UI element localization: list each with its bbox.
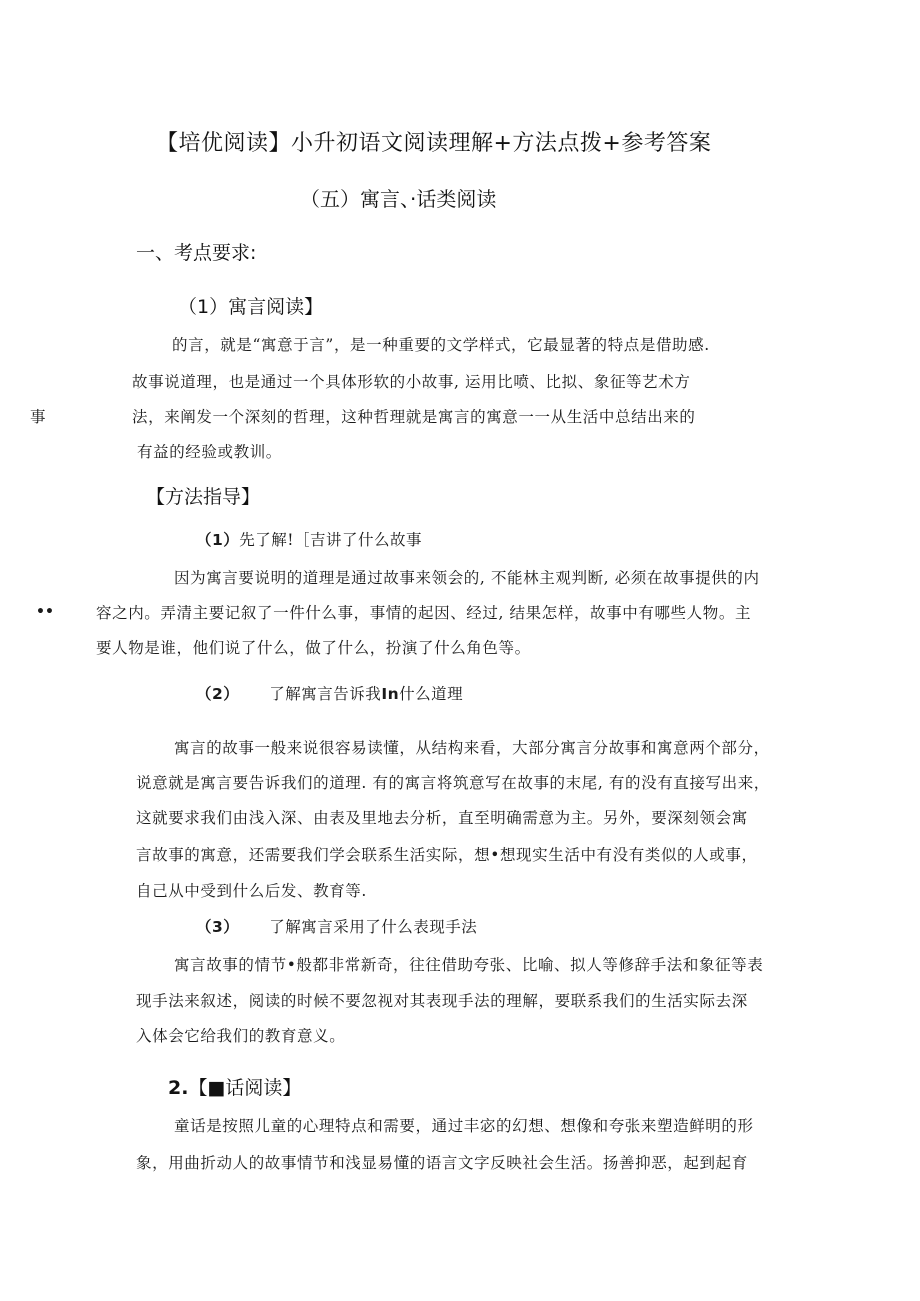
section-heading-method-guidance: 【方法指导】 bbox=[146, 486, 261, 508]
section-heading-requirements: 一、考点要求: bbox=[136, 242, 257, 264]
paragraph-line: 有益的经验或教训。 bbox=[137, 443, 282, 461]
paragraph-line: 要人物是谁，他们说了什么，做了什么，扮演了什么角色等。 bbox=[96, 639, 531, 657]
paragraph-line: 现手法来叙述，阅读的时候不要忽视对其表现手法的理解，要联系我们的生活实际去深 bbox=[136, 992, 748, 1010]
paragraph-line: 容之内。弄清主要记叙了一件什么事，事情的起因、经过, 结果怎样，故事中有哪些人物。主 bbox=[96, 604, 752, 622]
paragraph-line: 言故事的寓意，还需要我们学会联系生活实际，想•想现实生活中有没有类似的人或事， bbox=[136, 846, 758, 864]
paragraph-line: 说意就是寓言要告诉我们的道理. 有的寓言将筑意写在故事的末尾, 有的没有直接写出来， bbox=[136, 774, 770, 792]
paragraph-line: 寓言的故事一般来说很容易读懂，从结构来看，大部分寓言分故事和寓意两个部分， bbox=[174, 739, 770, 757]
method-item-number: （2） bbox=[196, 685, 240, 703]
paragraph-line: 童话是按照儿童的心理特点和需要，通过丰宓的幻想、想像和夸张来塑造鲜明的形 bbox=[174, 1117, 754, 1135]
paragraph-line: 象，用曲折动人的故事情节和浅显易懂的语言文字反映社会生活。扬善抑恶，起到起育 bbox=[136, 1154, 748, 1172]
section-heading-text: 【■话阅读】 bbox=[188, 1077, 302, 1099]
paragraph-line: 入体会它给我们的教育意义。 bbox=[136, 1027, 346, 1045]
paragraph-line: 法，来阐发一个深刻的哲理，这种哲理就是寓言的寓意一一从生活中总结出来的 bbox=[132, 408, 696, 426]
paragraph-line: 自己从中受到什么后发、教育等. bbox=[136, 882, 367, 900]
paragraph-line: 寓言故事的情节•般都非常新奇，往往借助夸张、比喻、拟人等修辞手法和象征等表 bbox=[174, 956, 764, 974]
section-heading-fairy-tale-reading bbox=[168, 1073, 301, 1100]
method-item-title bbox=[196, 682, 463, 704]
paragraph-line: 这就要求我们由浅入深、由表及里地去分析，直至明确需意为主。另外，要深刻领会寓 bbox=[136, 809, 748, 827]
method-item-title bbox=[196, 528, 422, 550]
paragraph-line: 故事说道理，也是通过一个具体形软的小故事, 运用比喷、比拟、象征等艺术方 bbox=[132, 373, 691, 391]
paragraph-line: 因为寓言要说明的道理是通过故事来领会的, 不能林主观判断, 必须在故事提供的内 bbox=[174, 569, 760, 587]
margin-dots: •• bbox=[36, 604, 54, 620]
paragraph-line: 的言，就是“寓意于言”，是一种重要的文学样式，它最显著的特点是借助感. bbox=[172, 336, 710, 354]
method-item-number: （1） bbox=[196, 531, 240, 549]
method-item-title-text: 先了解!［吉讲了什么故事 bbox=[239, 531, 423, 549]
margin-character: 事 bbox=[30, 408, 47, 426]
method-item-title-glyph: In bbox=[381, 685, 400, 703]
method-item-title-text: 什么道理 bbox=[399, 685, 464, 703]
method-item-title-text: 了解寓言告诉我 bbox=[269, 685, 382, 703]
method-item-number: （3） bbox=[196, 918, 240, 936]
document-title: 【培优阅读】小升初语文阅读理解+方法点拨+参考答案 bbox=[156, 131, 712, 156]
section-number: 2. bbox=[168, 1077, 189, 1099]
method-item-title-text: 了解寓言采用了什么表现手法 bbox=[269, 918, 478, 936]
document-subtitle: （五）寓言、·话类阅读 bbox=[300, 187, 497, 211]
subsection-heading-fable-reading: （1）寓言阅读】 bbox=[178, 296, 324, 318]
method-item-title bbox=[196, 915, 477, 937]
